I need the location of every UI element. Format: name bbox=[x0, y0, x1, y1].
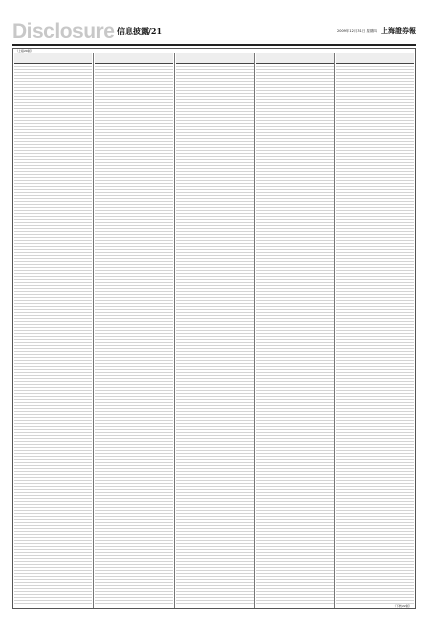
table-column bbox=[336, 53, 414, 608]
table-column bbox=[14, 53, 92, 608]
table-header bbox=[14, 53, 92, 64]
table-column bbox=[256, 53, 334, 608]
continued-to-note: （下转22版） bbox=[393, 604, 412, 608]
table-row bbox=[14, 601, 92, 604]
column-divider bbox=[334, 53, 335, 608]
table-rows bbox=[95, 64, 173, 608]
date-line: 2009年12月31日 星期四 bbox=[337, 29, 377, 33]
page-number: /21 bbox=[148, 26, 163, 36]
masthead-rule bbox=[12, 44, 416, 46]
table-rows bbox=[14, 64, 92, 608]
table-row bbox=[95, 601, 173, 604]
table-row bbox=[176, 601, 254, 604]
table-column bbox=[95, 53, 173, 608]
table-rows bbox=[336, 64, 414, 608]
continued-from-note: （上接20版） bbox=[15, 49, 34, 53]
table-rows bbox=[176, 64, 254, 608]
table-row bbox=[336, 601, 414, 604]
table-header bbox=[336, 53, 414, 64]
column-divider bbox=[254, 53, 255, 608]
table-column bbox=[176, 53, 254, 608]
section-title: 信息披露 bbox=[117, 26, 149, 36]
paper-name: 上海證券報 bbox=[381, 26, 416, 35]
table-header bbox=[256, 53, 334, 64]
table-header bbox=[95, 53, 173, 64]
table-row bbox=[256, 601, 334, 604]
disclosure-banner: Disclosure bbox=[12, 20, 115, 43]
column-divider bbox=[174, 53, 175, 608]
masthead bbox=[0, 0, 428, 44]
table-header bbox=[176, 53, 254, 64]
table-rows bbox=[256, 64, 334, 608]
column-divider bbox=[93, 53, 94, 608]
